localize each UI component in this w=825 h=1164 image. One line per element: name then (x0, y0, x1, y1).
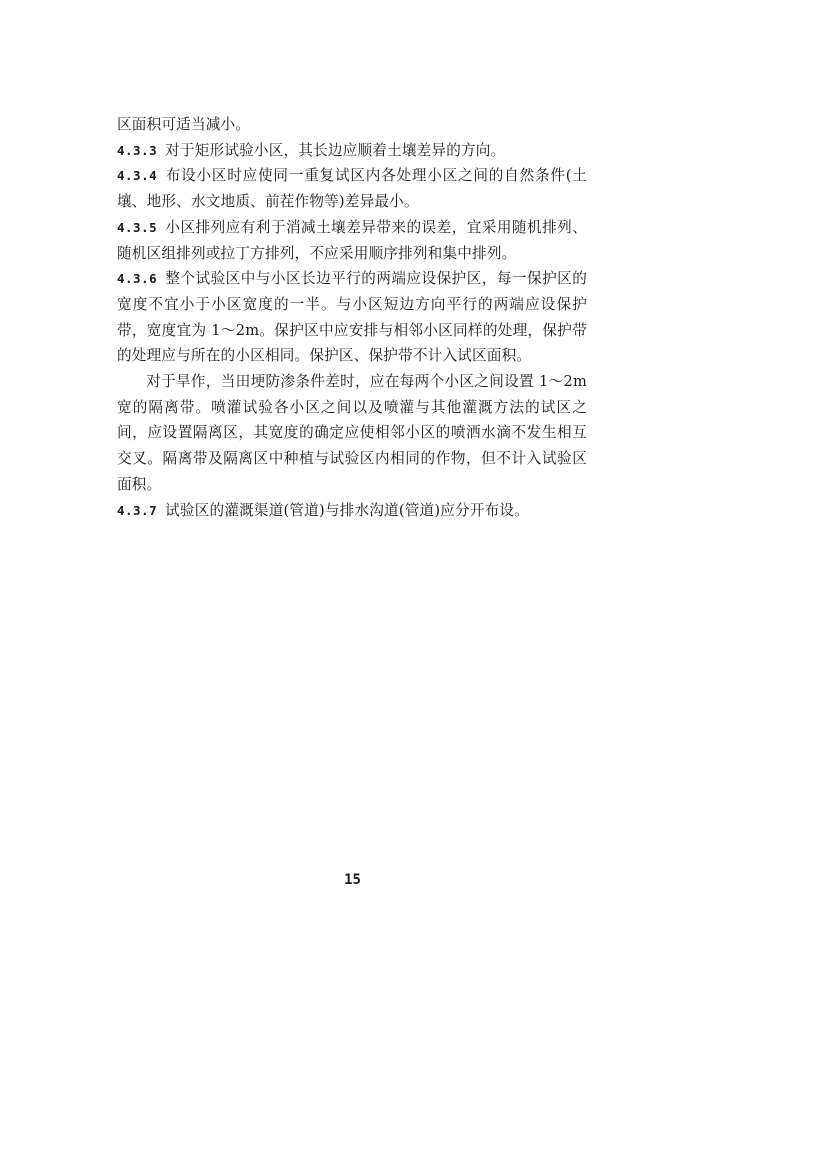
clause-text: 整个试验区中与小区长边平行的两端应设保护区，每一保护区的宽度不宜小于小区宽度的一半。与小区短边方向平行的两端应设保护带，宽度宜为 1～2m。保护区中应安排与相邻小区同样的处理，保护带的处理应与所在的小区相同。保护区、保护带不计入试区面积。 (117, 270, 587, 365)
clause-text: 对于矩形试验小区，其长边应顺着土壤差异的方向。 (165, 141, 506, 159)
clause-4-3-4 (117, 163, 587, 214)
clause-number: 4.3.4 (117, 168, 158, 184)
clause-number: 4.3.7 (117, 502, 158, 518)
page-number: 15 (344, 872, 361, 888)
clause-number: 4.3.5 (117, 219, 158, 235)
clause-4-3-6 (117, 266, 587, 369)
clause-4-3-5 (117, 215, 587, 266)
paragraph-dryland-crops (117, 369, 587, 498)
body-text (117, 112, 587, 523)
clause-4-3-7 (117, 498, 587, 524)
clause-text: 小区排列应有利于消减土壤差异带来的误差，宜采用随机排列、随机区组排列或拉丁方排列，不应采用顺序排列和集中排列。 (117, 218, 587, 262)
clause-number: 4.3.6 (117, 271, 158, 287)
clause-4-3-3 (117, 138, 587, 164)
paragraph-continuation (117, 112, 587, 138)
paragraph-text: 区面积可适当减小。 (117, 116, 251, 133)
clause-text: 布设小区时应使同一重复试区内各处理小区之间的自然条件(土壤、地形、水文地质、前茬作物等)差异最小。 (117, 167, 587, 211)
clause-number: 4.3.3 (117, 142, 158, 158)
paragraph-text: 对于旱作，当田埂防渗条件差时，应在每两个小区之间设置 1～2m 宽的隔离带。喷灌试验各小区之间以及喷灌与其他灌溉方法的试区之间，应设置隔离区，其宽度的确定应使相邻小区的喷洒水滴不发生相互交叉。隔离带及隔离区中种植与试验区内相同的作物，但不计入试验区面积。 (117, 373, 587, 493)
clause-text: 试验区的灌溉渠道(管道)与排水沟道(管道)应分开布设。 (165, 501, 529, 519)
